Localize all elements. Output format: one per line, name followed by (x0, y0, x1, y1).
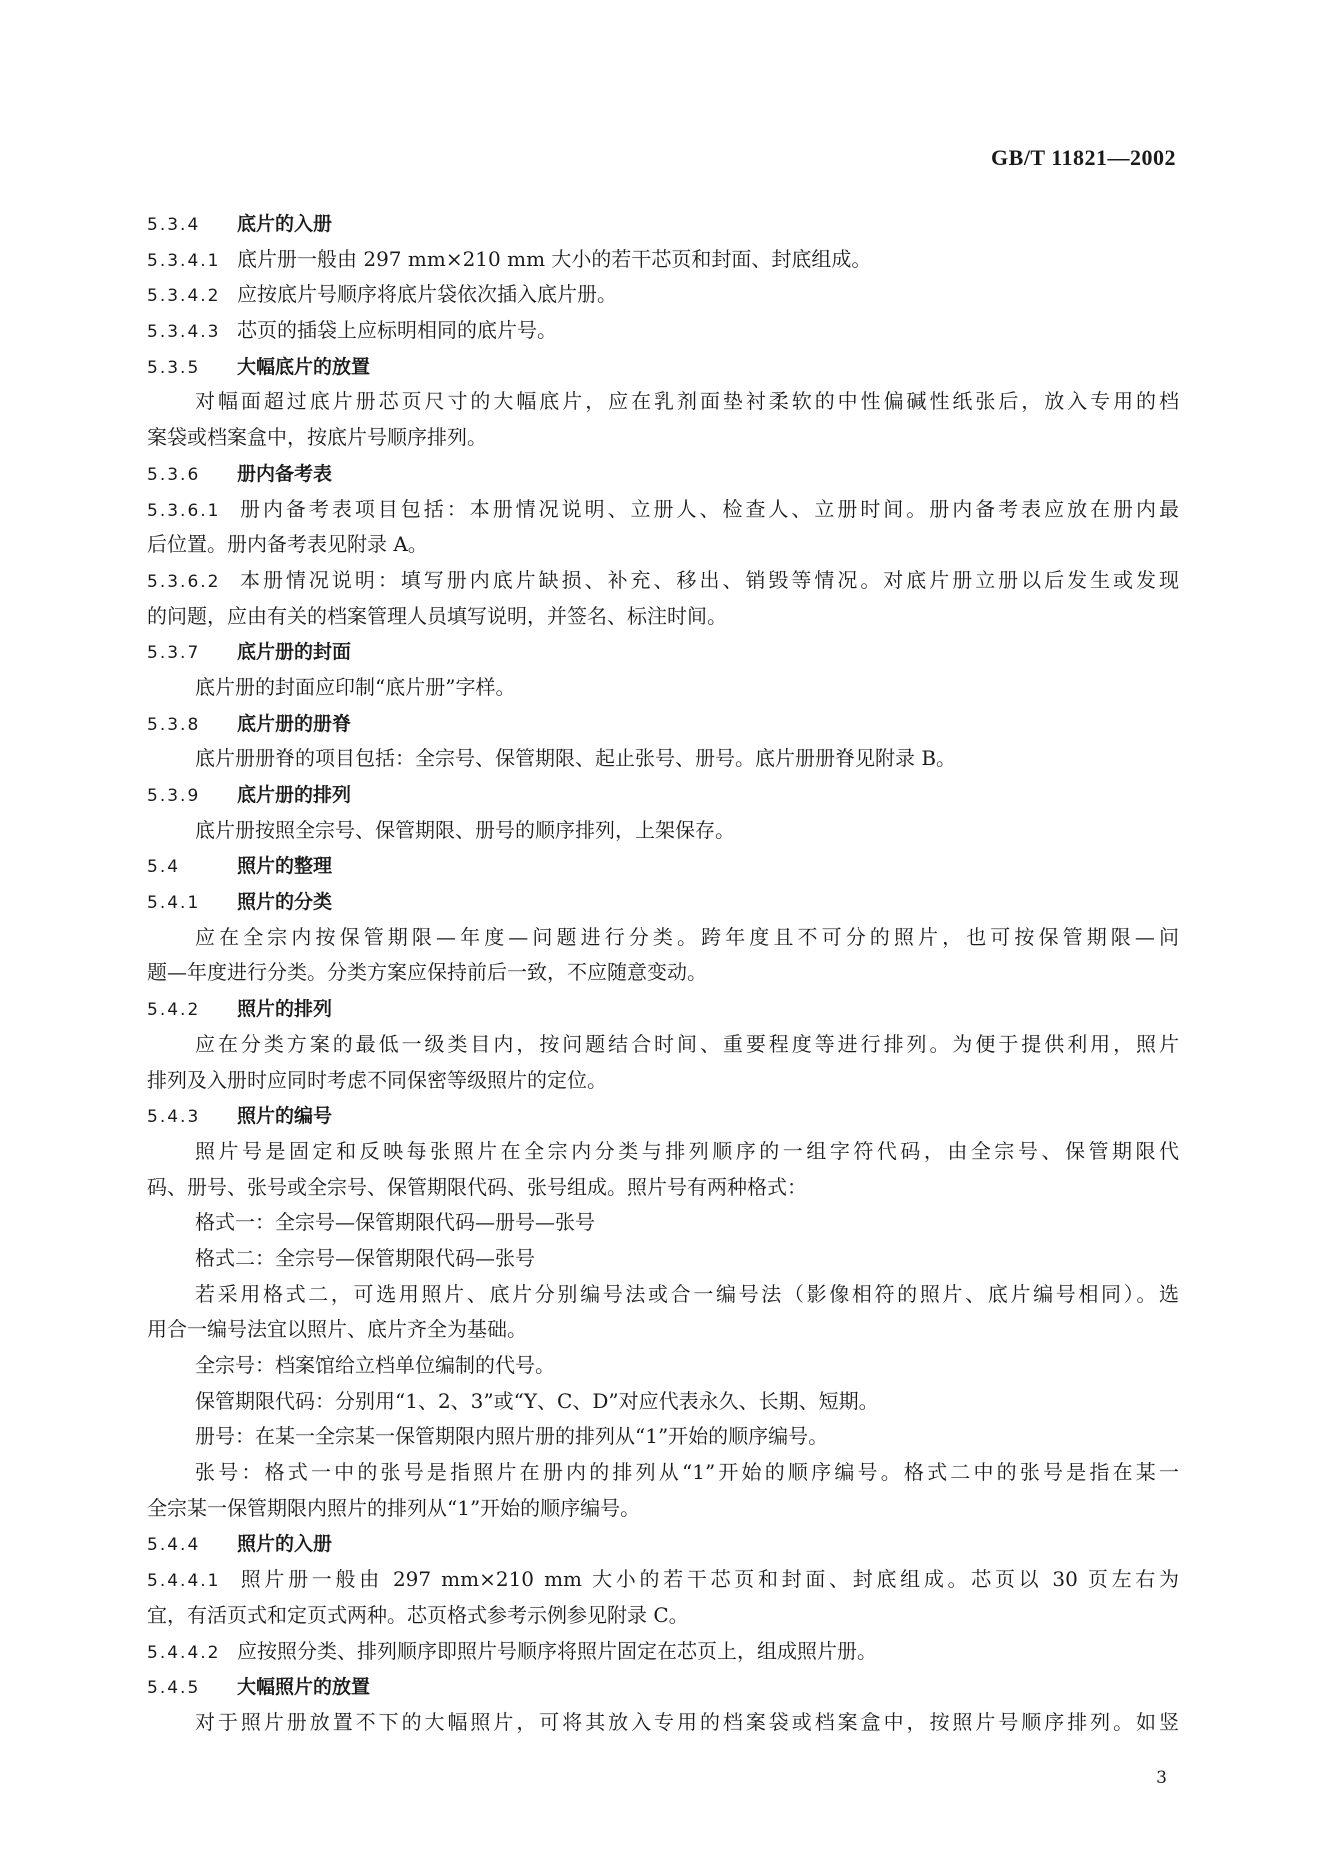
clause-text: 后位置。册内备考表见附录 A。 (147, 532, 428, 557)
clause-number: 5.3.6.1 (147, 500, 221, 521)
paragraph-continuation-line (147, 1063, 1179, 1099)
paragraph-continuation-line (147, 599, 1179, 635)
section-heading (147, 991, 1179, 1027)
clause-number: 5.4.4.2 (147, 1642, 221, 1663)
numbered-paragraph-line (147, 242, 1179, 278)
clause-number: 5.3.4.1 (147, 250, 221, 271)
clause-number: 5.3.4.2 (147, 286, 221, 307)
numbered-paragraph-line (147, 563, 1179, 599)
clause-text: 题—年度进行分类。分类方案应保持前后一致，不应随意变动。 (147, 960, 707, 985)
clause-number: 5.4.3 (147, 1107, 201, 1128)
heading-title: 照片的入册 (237, 1533, 333, 1556)
heading-title: 底片册的册脊 (237, 712, 352, 735)
paragraph-continuation-line (147, 1598, 1179, 1634)
heading-title: 照片的分类 (237, 891, 333, 914)
heading-title: 照片的编号 (237, 1105, 333, 1128)
clause-text: 底片册册脊的项目包括：全宗号、保管期限、起止张号、册号。底片册册脊见附录 B。 (195, 746, 957, 771)
numbered-paragraph-line (147, 492, 1179, 528)
paragraph-first-line (147, 670, 1179, 706)
clause-text: 册内备考表项目包括：本册情况说明、立册人、检查人、立册时间。册内备考表应放在册内最 (237, 496, 1179, 521)
paragraph-continuation-line (147, 955, 1179, 991)
clause-text: 芯页的插袋上应标明相同的底片号。 (237, 318, 557, 343)
section-heading (147, 634, 1179, 670)
paragraph-first-line (147, 1027, 1179, 1063)
paragraph-first-line (147, 1277, 1179, 1313)
paragraph-first-line (147, 1205, 1179, 1241)
clause-text: 本册情况说明：填写册内底片缺损、补充、移出、销毁等情况。对底片册立册以后发生或发现 (237, 567, 1179, 592)
heading-title: 照片的整理 (237, 855, 333, 878)
clause-text: 码、册号、张号或全宗号、保管期限代码、张号组成。照片号有两种格式： (147, 1174, 807, 1199)
clause-text: 排列及入册时应同时考虑不同保密等级照片的定位。 (147, 1067, 607, 1092)
clause-text: 案袋或档案盒中，按底片号顺序排列。 (147, 425, 487, 450)
heading-title: 照片的排列 (237, 998, 333, 1021)
document-body (147, 206, 1179, 1741)
clause-number: 5.4.4 (147, 1535, 201, 1556)
clause-number: 5.4.1 (147, 893, 201, 914)
heading-title: 底片册的封面 (237, 641, 352, 664)
paragraph-continuation-line (147, 1312, 1179, 1348)
heading-title: 底片册的排列 (237, 784, 352, 806)
heading-title: 大幅底片的放置 (237, 355, 371, 378)
paragraph-first-line (147, 813, 1179, 849)
clause-text: 对幅面超过底片册芯页尺寸的大幅底片，应在乳剂面垫衬柔软的中性偏碱性纸张后，放入专用的档 (195, 389, 1179, 414)
section-heading (147, 206, 1179, 242)
paragraph-continuation-line (147, 420, 1179, 456)
clause-number: 5.4.2 (147, 1000, 201, 1021)
section-heading (147, 1098, 1179, 1134)
section-heading (147, 884, 1179, 920)
clause-number: 5.3.4.3 (147, 322, 221, 343)
section-heading (147, 848, 1179, 884)
paragraph-first-line (147, 384, 1179, 420)
clause-text: 底片册按照全宗号、保管期限、册号的顺序排列，上架保存。 (195, 817, 735, 842)
clause-number: 5.4.5 (147, 1678, 201, 1699)
paragraph-continuation-line (147, 527, 1179, 563)
heading-title: 册内备考表 (237, 462, 333, 485)
numbered-paragraph-line (147, 277, 1179, 313)
paragraph-first-line (147, 1705, 1179, 1741)
clause-text: 全宗号：档案馆给立档单位编制的代号。 (195, 1353, 555, 1377)
clause-number: 5.3.7 (147, 643, 201, 664)
clause-text: 宜，有活页式和定页式两种。芯页格式参考示例参见附录 C。 (147, 1602, 689, 1627)
clause-text: 底片册一般由 297 mm×210 mm 大小的若干芯页和封面、封底组成。 (237, 246, 872, 271)
clause-text: 格式二：全宗号—保管期限代码—张号 (195, 1245, 535, 1270)
heading-title: 底片的入册 (237, 213, 333, 235)
numbered-paragraph-line (147, 1562, 1179, 1598)
numbered-paragraph-line (147, 1634, 1179, 1670)
clause-text: 用合一编号法宜以照片、底片齐全为基础。 (147, 1317, 527, 1342)
section-heading (147, 777, 1179, 813)
clause-text: 张号：格式一中的张号是指照片在册内的排列从“1”开始的顺序编号。格式二中的张号是指在某一 (195, 1460, 1179, 1485)
paragraph-first-line (147, 920, 1179, 956)
clause-number: 5.4.4.1 (147, 1571, 221, 1592)
clause-text: 的问题，应由有关的档案管理人员填写说明，并签名、标注时间。 (147, 603, 727, 628)
standard-number-header: GB/T 11821—2002 (991, 145, 1176, 170)
section-heading (147, 1669, 1179, 1705)
paragraph-first-line (147, 1134, 1179, 1170)
paragraph-continuation-line (147, 1491, 1179, 1527)
section-heading (147, 349, 1179, 385)
heading-title: 大幅照片的放置 (237, 1676, 371, 1699)
clause-text: 对于照片册放置不下的大幅照片，可将其放入专用的档案袋或档案盒中，按照片号顺序排列。如竖 (195, 1709, 1179, 1734)
clause-text: 若采用格式二，可选用照片、底片分别编号法或合一编号法（影像相符的照片、底片编号相同）。选 (195, 1281, 1179, 1306)
clause-number: 5.3.6 (147, 464, 201, 485)
paragraph-first-line (147, 1241, 1179, 1277)
clause-text: 应在分类方案的最低一级类目内，按问题结合时间、重要程度等进行排列。为便于提供利用，照片 (195, 1031, 1179, 1056)
paragraph-continuation-line (147, 1170, 1179, 1206)
clause-text: 底片册的封面应印制“底片册”字样。 (195, 674, 516, 699)
page-number: 3 (1156, 1768, 1167, 1788)
clause-text: 全宗某一保管期限内照片的排列从“1”开始的顺序编号。 (147, 1495, 641, 1520)
clause-number: 5.4 (147, 857, 181, 878)
clause-number: 5.3.6.2 (147, 571, 221, 592)
section-heading (147, 706, 1179, 742)
paragraph-first-line (147, 1348, 1179, 1384)
paragraph-first-line (147, 1419, 1179, 1455)
clause-text: 应在全宗内按保管期限—年度—问题进行分类。跨年度且不可分的照片，也可按保管期限—问 (195, 924, 1179, 949)
section-heading (147, 456, 1179, 492)
clause-text: 册号：在某一全宗某一保管期限内照片册的排列从“1”开始的顺序编号。 (195, 1424, 829, 1449)
clause-text: 应按底片号顺序将底片袋依次插入底片册。 (237, 282, 617, 307)
clause-number: 5.3.8 (147, 714, 201, 735)
clause-text: 保管期限代码：分别用“1、2、3”或“Y、C、D”对应代表永久、长期、短期。 (195, 1388, 879, 1413)
clause-number: 5.3.9 (147, 786, 201, 806)
clause-number: 5.3.4 (147, 215, 201, 235)
clause-text: 照片册一般由 297 mm×210 mm 大小的若干芯页和封面、封底组成。芯页以 30 页左右为 (237, 1567, 1179, 1592)
paragraph-first-line (147, 1455, 1179, 1491)
paragraph-first-line (147, 741, 1179, 777)
clause-text: 应按照分类、排列顺序即照片号顺序将照片固定在芯页上，组成照片册。 (237, 1638, 877, 1663)
numbered-paragraph-line (147, 313, 1179, 349)
clause-text: 照片号是固定和反映每张照片在全宗内分类与排列顺序的一组字符代码，由全宗号、保管期限代 (195, 1138, 1179, 1163)
section-heading (147, 1526, 1179, 1562)
paragraph-first-line (147, 1384, 1179, 1420)
clause-number: 5.3.5 (147, 357, 201, 378)
clause-text: 格式一：全宗号—保管期限代码—册号—张号 (195, 1210, 595, 1235)
